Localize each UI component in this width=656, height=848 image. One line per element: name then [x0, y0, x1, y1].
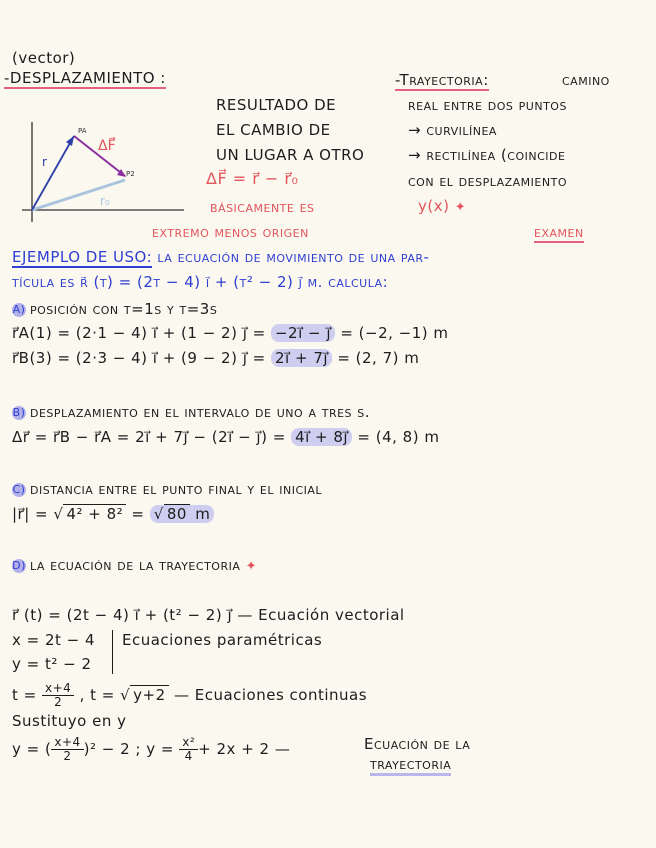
- r-label: r: [42, 155, 47, 169]
- exam-label: examen: [534, 223, 584, 241]
- part-c-result: |r⃗| = √ 4² + 8² = √ 80 m: [12, 506, 214, 523]
- star-icon: ✦: [454, 200, 467, 215]
- part-a-ra: r⃗A(1) = (2·1 − 4) i⃗ + (1 − 2) j⃗ = −2i⃗ − j⃗ = (−2, −1) m: [12, 324, 449, 342]
- part-a-title: A) posición con t=1s y t=3s: [12, 300, 218, 318]
- trajectory-title: -Trayectoria:: [395, 71, 489, 89]
- star-icon: ✦: [245, 559, 258, 574]
- trajectory-camino: camino: [562, 71, 610, 89]
- definition-line3: UN LUGAR A OTRO: [216, 146, 365, 164]
- motion-equation: r⃗ (t) = (2t − 4) i⃗ + (t² − 2) j⃗: [80, 273, 303, 291]
- part-d-bullet: D): [12, 559, 26, 572]
- trajectory-line2: real entre dos puntos: [408, 96, 567, 114]
- y2-fraction: $\frac{\text{x²}}{4}$: [179, 736, 198, 763]
- delta-highlight: 4i⃗ + 8j⃗: [291, 428, 352, 446]
- part-d-title: D) la ecuación de la trayectoria ✦: [12, 556, 258, 574]
- ra-highlight: −2i⃗ − j⃗: [271, 324, 335, 342]
- x-equation: x = 2t − 4: [12, 631, 96, 649]
- part-a-rb: r⃗B(3) = (2·3 − 4) i⃗ + (9 − 2) j⃗ = 2i⃗ + 7j⃗ = (2, 7) m: [12, 349, 420, 367]
- distance-highlight: √ 80 m: [150, 505, 215, 523]
- trajectory-line4: → rectilínea (coincide: [408, 146, 566, 164]
- substitute-text: Sustituyo en y: [12, 712, 127, 730]
- extreme-text: extremo menos origen: [152, 223, 309, 241]
- basically-text: básicamente es: [210, 198, 315, 216]
- part-b-bullet: B): [12, 406, 26, 419]
- trajectory-yx: y(x) ✦: [418, 197, 467, 215]
- example-label: EJEMPLO DE USO:: [12, 248, 153, 266]
- vector-equation: r⃗ (t) = (2t − 4) i⃗ + (t² − 2) j⃗ — Ecuación vectorial: [12, 606, 405, 624]
- final-label1: Ecuación de la: [364, 735, 471, 753]
- r-arrowhead: [66, 136, 74, 146]
- part-c-bullet: C): [12, 483, 26, 496]
- r0-label: r₀: [100, 194, 110, 208]
- part-b-title: B) desplazamiento en el intervalo de uno a tres s.: [12, 403, 371, 421]
- example-intro: [12, 249, 429, 266]
- y-fraction: $\frac{x+4}{2}$: [51, 736, 83, 763]
- displacement-formula: ΔF⃗ = r⃗ − r⃗₀: [206, 169, 299, 188]
- t-fraction: $\frac{x+4}{2}$: [42, 682, 74, 709]
- part-c-title: C) distancia entre el punto final y el inicial: [12, 480, 323, 498]
- delta-label: ΔF⃗: [98, 138, 116, 154]
- part-a-bullet: A): [12, 303, 26, 316]
- definition-line2: EL CAMBIO DE: [216, 121, 331, 139]
- param-label: Ecuaciones paramétricas: [122, 631, 323, 649]
- part-b-result: Δr⃗ = r⃗B − r⃗A = 2i⃗ + 7j⃗ − (2i⃗ − j⃗) = 4i⃗ + 8j⃗ = (4, 8) m: [12, 428, 440, 446]
- pa-label: PA: [78, 127, 87, 135]
- displacement-title: -DESPLAZAMIENTO :: [4, 69, 166, 87]
- trajectory-line5: con el desplazamiento: [408, 172, 567, 190]
- pb-label: P2: [126, 170, 135, 178]
- example-text1: la ecuación de movimiento de una par-: [152, 248, 430, 266]
- trajectory-line3: → curvilínea: [408, 121, 497, 139]
- vector-label: (vector): [12, 49, 76, 67]
- definition-line1: RESULTADO DE: [216, 96, 337, 114]
- example-line2: tícula es r⃗ (t) = (2t − 4) i⃗ + (t² − 2) j⃗ m. calcula:: [12, 273, 389, 291]
- rb-highlight: 2i⃗ + 7j⃗: [271, 349, 332, 367]
- param-brace: [112, 630, 115, 674]
- vector-diagram: [18, 118, 188, 230]
- y-equation: y = t² − 2: [12, 655, 92, 673]
- trajectory-equation: y = ( $\frac{x+4}{2}$ )² − 2 ; y = $\frac{\text{x²}}{4}$ + 2x + 2 —: [12, 735, 291, 764]
- t-equations: t = $\frac{x+4}{2}$ , t = √ y+2 — Ecuaciones continuas: [12, 681, 368, 710]
- final-label2: trayectoria: [370, 756, 451, 776]
